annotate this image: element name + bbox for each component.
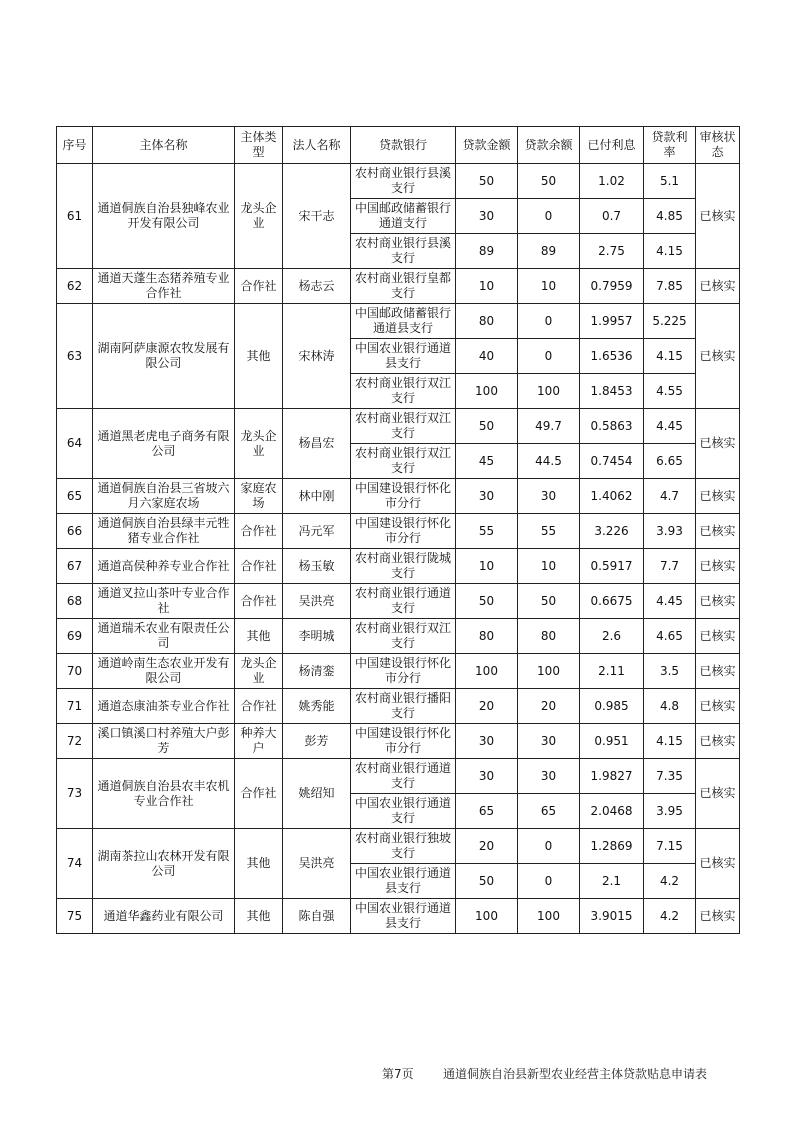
legal-person: 宋干志	[283, 164, 351, 269]
loan-amount: 30	[456, 199, 518, 234]
col-header-amount: 贷款金额	[456, 127, 518, 164]
entity-name: 通道岭南生态农业开发有限公司	[93, 654, 235, 689]
entity-type: 龙头企业	[235, 164, 283, 269]
loan-balance: 0	[518, 864, 580, 899]
header-row	[57, 127, 740, 164]
review-status: 已核实	[696, 584, 740, 619]
paid-interest: 1.4062	[580, 479, 644, 514]
loan-rate: 4.45	[644, 584, 696, 619]
page-number: 第7页	[382, 1067, 414, 1081]
entity-type: 合作社	[235, 549, 283, 584]
entity-name: 通道叉拉山茶叶专业合作社	[93, 584, 235, 619]
loan-balance: 0	[518, 339, 580, 374]
loan-bank: 中国建设银行怀化市分行	[351, 479, 456, 514]
col-header-rate: 贷款利率	[644, 127, 696, 164]
review-status: 已核实	[696, 269, 740, 304]
loan-bank: 农村商业银行双江支行	[351, 409, 456, 444]
legal-person: 杨清銮	[283, 654, 351, 689]
paid-interest: 0.7	[580, 199, 644, 234]
loan-amount: 50	[456, 864, 518, 899]
loan-amount: 100	[456, 374, 518, 409]
loan-rate: 4.65	[644, 619, 696, 654]
legal-person: 李明城	[283, 619, 351, 654]
loan-rate: 4.15	[644, 339, 696, 374]
row-number: 73	[57, 759, 93, 829]
legal-person: 杨玉敏	[283, 549, 351, 584]
loan-amount: 10	[456, 269, 518, 304]
loan-balance: 80	[518, 619, 580, 654]
paid-interest: 1.6536	[580, 339, 644, 374]
table-row	[57, 409, 740, 444]
entity-type: 合作社	[235, 514, 283, 549]
table-body	[57, 164, 740, 934]
review-status: 已核实	[696, 409, 740, 479]
entity-type: 其他	[235, 899, 283, 934]
table-row	[57, 724, 740, 759]
loan-amount: 80	[456, 619, 518, 654]
loan-balance: 100	[518, 374, 580, 409]
col-header-status: 审核状态	[696, 127, 740, 164]
loan-balance: 50	[518, 584, 580, 619]
loan-rate: 5.225	[644, 304, 696, 339]
loan-amount: 65	[456, 794, 518, 829]
loan-balance: 10	[518, 269, 580, 304]
table-row	[57, 654, 740, 689]
review-status: 已核实	[696, 514, 740, 549]
entity-type: 合作社	[235, 269, 283, 304]
loan-bank: 农村商业银行双江支行	[351, 374, 456, 409]
loan-bank: 中国农业银行通道县支行	[351, 864, 456, 899]
loan-amount: 89	[456, 234, 518, 269]
loan-balance: 65	[518, 794, 580, 829]
row-number: 62	[57, 269, 93, 304]
loan-balance: 100	[518, 899, 580, 934]
entity-type: 其他	[235, 619, 283, 654]
loan-bank: 中国建设银行怀化市分行	[351, 514, 456, 549]
loan-rate: 7.7	[644, 549, 696, 584]
loan-balance: 30	[518, 479, 580, 514]
review-status: 已核实	[696, 829, 740, 899]
paid-interest: 1.9827	[580, 759, 644, 794]
table-row	[57, 164, 740, 199]
loan-amount: 10	[456, 549, 518, 584]
loan-balance: 89	[518, 234, 580, 269]
loan-rate: 7.35	[644, 759, 696, 794]
loan-rate: 4.85	[644, 199, 696, 234]
review-status: 已核实	[696, 304, 740, 409]
entity-name: 溪口镇溪口村养殖大户彭芳	[93, 724, 235, 759]
entity-type: 其他	[235, 829, 283, 899]
legal-person: 林中刚	[283, 479, 351, 514]
table-row	[57, 584, 740, 619]
loan-bank: 农村商业银行独坡支行	[351, 829, 456, 864]
document-title: 通道侗族自治县新型农业经营主体贷款贴息申请表	[443, 1067, 708, 1081]
paid-interest: 0.985	[580, 689, 644, 724]
review-status: 已核实	[696, 549, 740, 584]
entity-name: 通道侗族自治县农丰农机专业合作社	[93, 759, 235, 829]
col-header-name: 主体名称	[93, 127, 235, 164]
loan-amount: 30	[456, 759, 518, 794]
entity-name: 通道态康油茶专业合作社	[93, 689, 235, 724]
review-status: 已核实	[696, 724, 740, 759]
row-number: 63	[57, 304, 93, 409]
paid-interest: 2.1	[580, 864, 644, 899]
paid-interest: 0.6675	[580, 584, 644, 619]
entity-type: 种养大户	[235, 724, 283, 759]
entity-name: 通道侗族自治县绿丰元牲猪专业合作社	[93, 514, 235, 549]
col-header-interest: 已付利息	[580, 127, 644, 164]
legal-person: 陈自强	[283, 899, 351, 934]
loan-rate: 7.15	[644, 829, 696, 864]
loan-bank: 农村商业银行陇城支行	[351, 549, 456, 584]
loan-amount: 40	[456, 339, 518, 374]
paid-interest: 2.11	[580, 654, 644, 689]
loan-bank: 中国农业银行通道支行	[351, 794, 456, 829]
loan-bank: 农村商业银行县溪支行	[351, 164, 456, 199]
paid-interest: 1.02	[580, 164, 644, 199]
loan-amount: 20	[456, 689, 518, 724]
entity-name: 通道黑老虎电子商务有限公司	[93, 409, 235, 479]
table-row	[57, 829, 740, 864]
entity-type: 合作社	[235, 584, 283, 619]
loan-amount: 30	[456, 724, 518, 759]
legal-person: 姚秀能	[283, 689, 351, 724]
entity-name: 湖南阿萨康源农牧发展有限公司	[93, 304, 235, 409]
loan-rate: 4.8	[644, 689, 696, 724]
loan-amount: 80	[456, 304, 518, 339]
paid-interest: 0.7454	[580, 444, 644, 479]
table-row	[57, 514, 740, 549]
loan-rate: 4.15	[644, 724, 696, 759]
review-status: 已核实	[696, 759, 740, 829]
loan-rate: 4.15	[644, 234, 696, 269]
loan-balance: 100	[518, 654, 580, 689]
table-row	[57, 619, 740, 654]
loan-rate: 6.65	[644, 444, 696, 479]
table-row	[57, 304, 740, 339]
entity-type: 龙头企业	[235, 409, 283, 479]
row-number: 66	[57, 514, 93, 549]
legal-person: 姚绍知	[283, 759, 351, 829]
col-header-no: 序号	[57, 127, 93, 164]
loan-bank: 中国农业银行通道县支行	[351, 899, 456, 934]
loan-balance: 0	[518, 304, 580, 339]
loan-bank: 农村商业银行播阳支行	[351, 689, 456, 724]
paid-interest: 0.5863	[580, 409, 644, 444]
entity-type: 龙头企业	[235, 654, 283, 689]
paid-interest: 0.951	[580, 724, 644, 759]
loan-balance: 44.5	[518, 444, 580, 479]
loan-bank: 中国建设银行怀化市分行	[351, 724, 456, 759]
loan-bank: 农村商业银行双江支行	[351, 619, 456, 654]
loan-balance: 0	[518, 829, 580, 864]
col-header-person: 法人名称	[283, 127, 351, 164]
review-status: 已核实	[696, 479, 740, 514]
table-row	[57, 689, 740, 724]
legal-person: 杨志云	[283, 269, 351, 304]
legal-person: 宋林涛	[283, 304, 351, 409]
table-row	[57, 479, 740, 514]
loan-rate: 3.95	[644, 794, 696, 829]
row-number: 65	[57, 479, 93, 514]
paid-interest: 0.7959	[580, 269, 644, 304]
legal-person: 杨昌宏	[283, 409, 351, 479]
loan-balance: 10	[518, 549, 580, 584]
row-number: 72	[57, 724, 93, 759]
paid-interest: 3.9015	[580, 899, 644, 934]
loan-amount: 100	[456, 654, 518, 689]
loan-rate: 4.2	[644, 864, 696, 899]
loan-bank: 农村商业银行通道支行	[351, 759, 456, 794]
legal-person: 吴洪亮	[283, 584, 351, 619]
review-status: 已核实	[696, 689, 740, 724]
loan-rate: 5.1	[644, 164, 696, 199]
table-row	[57, 899, 740, 934]
row-number: 67	[57, 549, 93, 584]
loan-bank: 中国邮政储蓄银行通道支行	[351, 199, 456, 234]
review-status: 已核实	[696, 899, 740, 934]
loan-rate: 4.45	[644, 409, 696, 444]
col-header-bank: 贷款银行	[351, 127, 456, 164]
entity-name: 通道瑞禾农业有限责任公司	[93, 619, 235, 654]
row-number: 61	[57, 164, 93, 269]
loan-bank: 中国建设银行怀化市分行	[351, 654, 456, 689]
loan-bank: 农村商业银行双江支行	[351, 444, 456, 479]
review-status: 已核实	[696, 654, 740, 689]
entity-name: 通道侗族自治县三省坡六月六家庭农场	[93, 479, 235, 514]
loan-amount: 20	[456, 829, 518, 864]
loan-balance: 0	[518, 199, 580, 234]
loan-amount: 50	[456, 164, 518, 199]
loan-balance: 30	[518, 759, 580, 794]
row-number: 71	[57, 689, 93, 724]
table-row	[57, 759, 740, 794]
row-number: 74	[57, 829, 93, 899]
entity-name: 通道华鑫药业有限公司	[93, 899, 235, 934]
loan-rate: 3.5	[644, 654, 696, 689]
paid-interest: 0.5917	[580, 549, 644, 584]
loan-rate: 4.2	[644, 899, 696, 934]
review-status: 已核实	[696, 619, 740, 654]
loan-balance: 55	[518, 514, 580, 549]
entity-name: 湖南茶拉山农林开发有限公司	[93, 829, 235, 899]
loan-balance: 20	[518, 689, 580, 724]
loan-bank: 中国农业银行通道县支行	[351, 339, 456, 374]
entity-type: 家庭农场	[235, 479, 283, 514]
row-number: 68	[57, 584, 93, 619]
paid-interest: 2.75	[580, 234, 644, 269]
row-number: 75	[57, 899, 93, 934]
entity-type: 其他	[235, 304, 283, 409]
loan-bank: 中国邮政储蓄银行通道县支行	[351, 304, 456, 339]
paid-interest: 2.6	[580, 619, 644, 654]
entity-type: 合作社	[235, 689, 283, 724]
loan-bank: 农村商业银行皇都支行	[351, 269, 456, 304]
loan-balance: 50	[518, 164, 580, 199]
row-number: 69	[57, 619, 93, 654]
loan-rate: 3.93	[644, 514, 696, 549]
loan-bank: 农村商业银行通道支行	[351, 584, 456, 619]
table-row	[57, 269, 740, 304]
loan-amount: 30	[456, 479, 518, 514]
paid-interest: 2.0468	[580, 794, 644, 829]
paid-interest: 1.8453	[580, 374, 644, 409]
loan-amount: 45	[456, 444, 518, 479]
legal-person: 冯元军	[283, 514, 351, 549]
col-header-balance: 贷款余额	[518, 127, 580, 164]
review-status: 已核实	[696, 164, 740, 269]
paid-interest: 1.9957	[580, 304, 644, 339]
loan-rate: 7.85	[644, 269, 696, 304]
table-row	[57, 549, 740, 584]
entity-name: 通道天蓬生态猪养殖专业合作社	[93, 269, 235, 304]
legal-person: 吴洪亮	[283, 829, 351, 899]
paid-interest: 3.226	[580, 514, 644, 549]
loan-rate: 4.55	[644, 374, 696, 409]
row-number: 64	[57, 409, 93, 479]
col-header-type: 主体类型	[235, 127, 283, 164]
loan-rate: 4.7	[644, 479, 696, 514]
loan-amount: 100	[456, 899, 518, 934]
loan-amount: 55	[456, 514, 518, 549]
entity-name: 通道高侯种养专业合作社	[93, 549, 235, 584]
loan-amount: 50	[456, 584, 518, 619]
loan-amount: 50	[456, 409, 518, 444]
entity-name: 通道侗族自治县独峰农业开发有限公司	[93, 164, 235, 269]
row-number: 70	[57, 654, 93, 689]
loan-subsidy-table	[56, 126, 740, 934]
loan-bank: 农村商业银行县溪支行	[351, 234, 456, 269]
legal-person: 彭芳	[283, 724, 351, 759]
entity-type: 合作社	[235, 759, 283, 829]
loan-balance: 49.7	[518, 409, 580, 444]
paid-interest: 1.2869	[580, 829, 644, 864]
loan-balance: 30	[518, 724, 580, 759]
